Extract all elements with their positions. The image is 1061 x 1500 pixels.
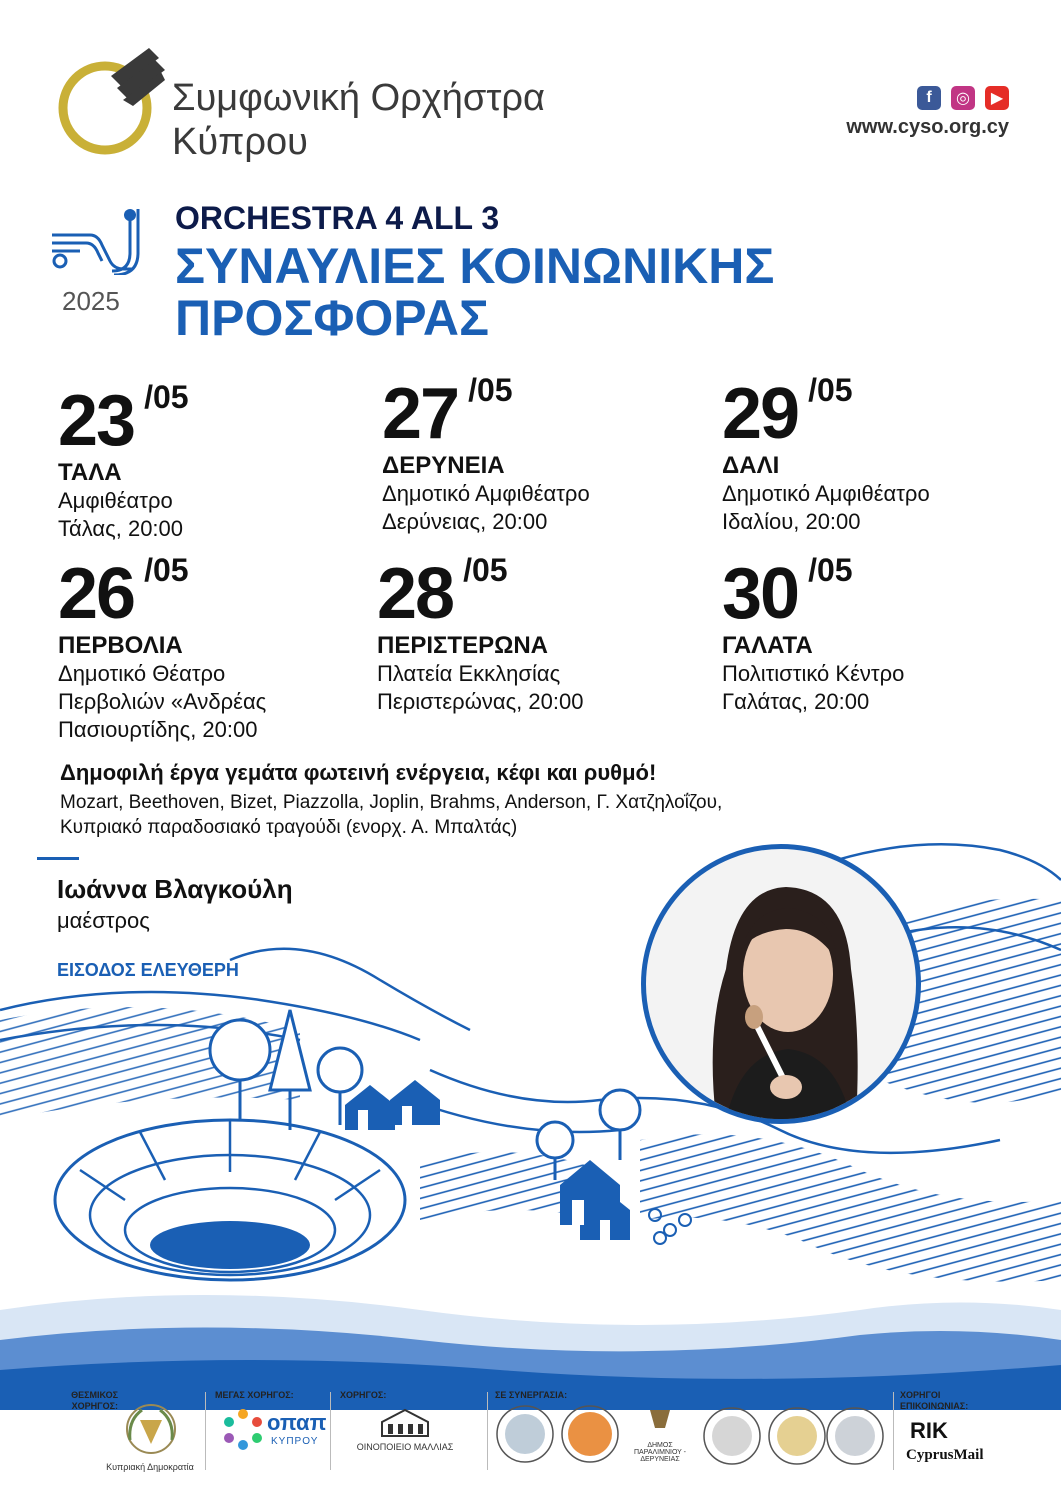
concert-town: ΠΕΡΙΣΤΕΡΩΝΑ	[377, 632, 548, 659]
opap-logo-icon	[222, 1408, 264, 1450]
concert-venue: Δημοτικό Αμφιθέατρο Δερύνειας, 20:00	[382, 481, 590, 534]
concert-month: /05	[144, 552, 189, 588]
concert-day: 23	[58, 381, 135, 461]
opap-sub: ΚΥΠΡΟΥ	[271, 1436, 319, 1447]
institutional-sponsor-name: Κυπριακή Δημοκρατία	[106, 1462, 194, 1472]
institutional-sponsor-label: ΘΕΣΜΙΚΟΣ ΧΟΡΗΓΟΣ:	[71, 1390, 118, 1411]
headline-line1: ΣΥΝΑΥΛΙΕΣ ΚΟΙΝΩΝΙΚΗΣ	[175, 238, 775, 294]
admission-note: ΕΙΣΟΔΟΣ ΕΛΕΥΘΕΡΗ	[57, 960, 239, 980]
year: 2025	[62, 286, 120, 316]
headline-line2: ΠΡΟΣΦΟΡΑΣ	[175, 290, 490, 346]
partners-label: ΣΕ ΣΥΝΕΡΓΑΣΙΑ:	[495, 1390, 568, 1400]
conductor-photo	[641, 844, 921, 1124]
concert-month: /05	[808, 552, 853, 588]
program-tagline: Δημοφιλή έργα γεμάτα φωτεινή ενέργεια, κέφι και ρυθμό!	[60, 760, 657, 785]
cyso-logo	[55, 48, 165, 163]
sponsor-label: ΧΟΡΗΓΟΣ:	[340, 1390, 387, 1400]
concert-venue: Δημοτικό Αμφιθέατρο Ιδαλίου, 20:00	[722, 481, 930, 534]
amphitheatre-icon	[55, 1120, 405, 1280]
website-link[interactable]: www.cyso.org.cy	[846, 116, 1009, 138]
concert-venue: Πολιτιστικό Κέντρο Γαλάτας, 20:00	[722, 661, 905, 714]
facebook-icon[interactable]: f	[917, 86, 941, 110]
youtube-icon[interactable]: ▶	[985, 86, 1009, 110]
org-name-line1: Συμφωνική Ορχήστρα	[172, 77, 545, 119]
conductor-role: μαέστρος	[57, 908, 150, 933]
concert-venue: Αμφιθέατρο Τάλας, 20:00	[58, 488, 184, 541]
opap-name: οπαπ	[267, 1410, 327, 1435]
concert-month: /05	[468, 372, 513, 408]
concert-item	[58, 552, 388, 744]
concert-town: ΤΑΛΑ	[58, 459, 122, 486]
concert-item	[58, 379, 388, 543]
divider	[37, 857, 79, 860]
concert-item	[722, 372, 1052, 536]
media-sponsor-label: ΧΟΡΗΓΟΙ ΕΠΙΚΟΙΝΩΝΙΑΣ:	[900, 1390, 969, 1411]
concert-month: /05	[808, 372, 853, 408]
concert-town: ΔΑΛΙ	[722, 452, 780, 479]
major-sponsor-label: ΜΕΓΑΣ ΧΟΡΗΓΟΣ:	[215, 1390, 294, 1400]
concert-item	[722, 552, 1052, 716]
org-name	[172, 76, 545, 164]
concert-venue: Δημοτικό Θέατρο Περβολιών «Ανδρέας Πασιουρτίδης, 20:00	[58, 661, 267, 742]
partner-municipality: ΔΗΜΟΣ ΠΑΡΑΛΙΜΝΙΟΥ - ΔΕΡΥΝΕΙΑΣ	[633, 1442, 687, 1463]
cyprusmail-logo: CyprusMail	[906, 1447, 984, 1463]
concert-day: 29	[722, 374, 799, 454]
series-title: ORCHESTRA 4 ALL 3	[175, 200, 500, 236]
concert-town: ΠΕΡΒΟΛΙΑ	[58, 632, 183, 659]
rik-logo: RIK	[910, 1418, 948, 1443]
concert-day: 28	[377, 554, 454, 634]
winery-building-icon	[380, 1408, 430, 1438]
concert-month: /05	[463, 552, 508, 588]
instagram-icon[interactable]: ◎	[951, 86, 975, 110]
program-composers: Mozart, Beethoven, Bizet, Piazzolla, Joplin, Brahms, Anderson, Γ. Χατζηλοΐζου, Κυπριακό παραδοσιακό τραγούδι (ενορχ. Α. Μπαλτάς)	[60, 792, 723, 838]
concert-venue: Πλατεία Εκκλησίας Περιστερώνας, 20:00	[377, 661, 584, 714]
social-links	[917, 86, 1009, 110]
headline	[175, 240, 975, 344]
concert-town: ΔΕΡΥΝΕΙΑ	[382, 452, 505, 479]
winery-name: ΟΙΝΟΠΟΙΕΙΟ ΜΑΛΛΙΑΣ	[356, 1442, 454, 1452]
concert-day: 27	[382, 374, 459, 454]
concert-day: 26	[58, 554, 135, 634]
org-name-line2: Κύπρου	[172, 121, 308, 163]
concert-month: /05	[144, 379, 189, 415]
cyprus-emblem-icon	[122, 1400, 180, 1458]
concert-item	[382, 372, 712, 536]
series-emblem	[50, 205, 150, 275]
concert-item	[377, 552, 707, 716]
concert-town: ΓΑΛΑΤΑ	[722, 632, 813, 659]
conductor-name: Ιωάννα Βλαγκούλη	[57, 874, 293, 904]
concert-day: 30	[722, 554, 799, 634]
